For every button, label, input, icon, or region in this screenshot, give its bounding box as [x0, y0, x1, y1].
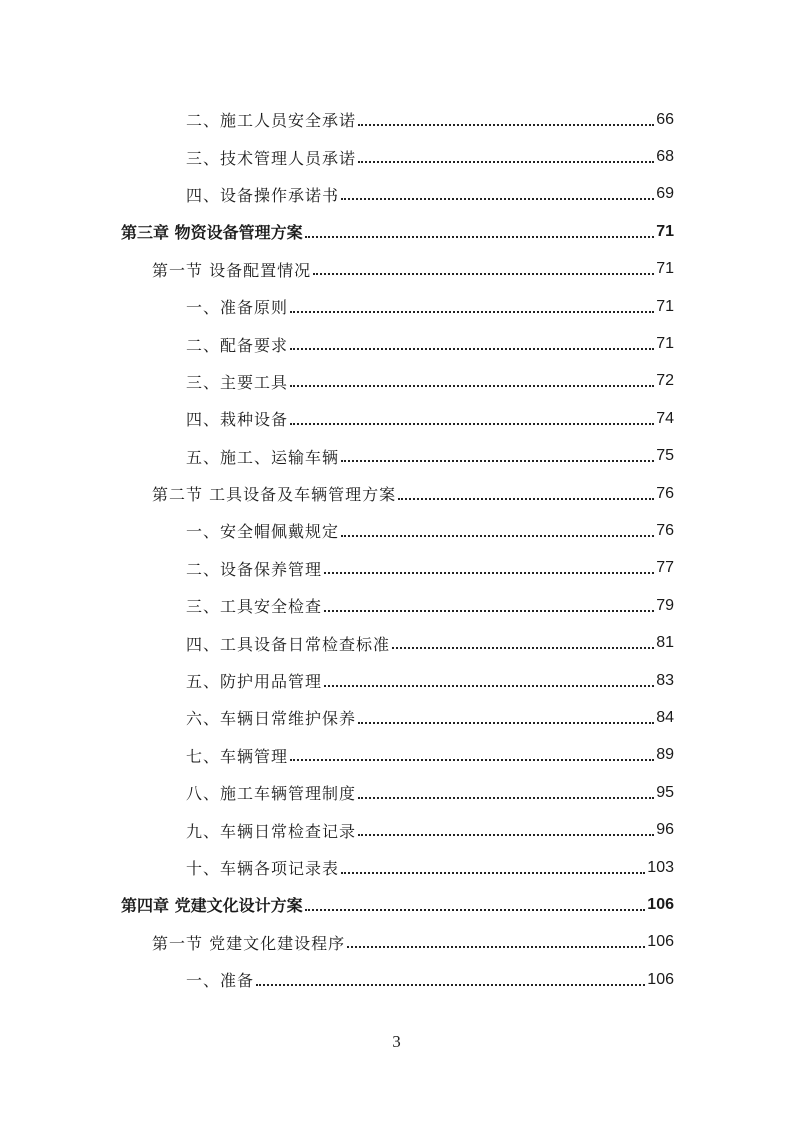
toc-entry-page: 76: [656, 521, 674, 539]
dot-leader: [358, 709, 654, 727]
toc-section-entry[interactable]: [0, 475, 793, 512]
dot-leader: [305, 223, 655, 241]
dot-leader: [347, 933, 645, 951]
toc-entry[interactable]: [0, 811, 793, 848]
toc-entry-page: 71: [656, 297, 674, 315]
page-number: 3: [392, 1032, 401, 1051]
dot-leader: [290, 746, 654, 764]
dot-leader: [398, 485, 654, 503]
toc-entry[interactable]: [0, 101, 793, 138]
toc-section-entry[interactable]: [0, 924, 793, 961]
dot-leader: [358, 148, 654, 166]
toc-entry-page: 84: [656, 708, 674, 726]
toc-entry-page: 95: [656, 783, 674, 801]
toc-entry-page: 74: [656, 409, 674, 427]
dot-leader: [341, 859, 645, 877]
dot-leader: [290, 335, 654, 353]
toc-entry-page: 106: [647, 933, 674, 951]
dot-leader: [256, 971, 645, 989]
toc-entry-page: 71: [656, 222, 674, 240]
toc-entry[interactable]: [0, 550, 793, 587]
dot-leader: [313, 260, 654, 278]
dot-leader: [358, 821, 654, 839]
dot-leader: [290, 298, 654, 316]
toc-entry-title: 第三章 物资设备管理方案: [121, 223, 303, 243]
toc-entry-page: 79: [656, 596, 674, 614]
toc-entry-page: 83: [656, 671, 674, 689]
dot-leader: [392, 634, 654, 652]
toc-entry-title: 十、车辆各项记录表: [186, 859, 340, 878]
dot-leader: [290, 372, 654, 390]
toc-entry-title: 二、施工人员安全承诺: [186, 111, 357, 131]
toc-entry[interactable]: [0, 961, 793, 998]
dot-leader: [341, 185, 654, 203]
toc-entry[interactable]: [0, 737, 793, 774]
toc-entry-page: 106: [647, 895, 674, 913]
toc-entry-title: 第四章 党建文化设计方案: [121, 896, 303, 916]
toc-entry-page: 103: [647, 858, 674, 876]
toc-entry-page: 71: [656, 260, 674, 278]
toc-entry-title: 三、工具安全检查: [186, 597, 323, 617]
toc-chapter-entry[interactable]: [0, 886, 793, 923]
toc-entry[interactable]: [0, 662, 793, 699]
toc-entry-page: 72: [656, 372, 674, 390]
toc-entry-page: 89: [656, 746, 674, 764]
dot-leader: [324, 597, 654, 615]
dot-leader: [290, 410, 654, 428]
dot-leader: [358, 111, 654, 129]
toc-entry[interactable]: [0, 512, 793, 549]
toc-entry-page: 66: [656, 110, 674, 128]
toc-entry[interactable]: [0, 288, 793, 325]
toc-entry-title: 二、设备保养管理: [186, 559, 323, 579]
toc-entry-title: 九、车辆日常检查记录: [186, 821, 357, 841]
toc-entry[interactable]: [0, 438, 793, 475]
toc-entry[interactable]: [0, 587, 793, 624]
toc-entry-title: 四、栽种设备: [186, 410, 289, 430]
toc-entry-title: 七、车辆管理: [186, 746, 289, 766]
toc-entry[interactable]: [0, 176, 793, 213]
table-of-contents: [0, 101, 793, 998]
toc-entry-title: 一、准备原则: [186, 298, 289, 318]
toc-entry-page: 106: [647, 970, 674, 988]
toc-entry-title: 二、配备要求: [186, 335, 289, 355]
toc-entry-title: 第一节 党建文化建设程序: [152, 933, 346, 953]
toc-entry-title: 第二节 工具设备及车辆管理方案: [152, 485, 397, 505]
toc-entry[interactable]: [0, 774, 793, 811]
dot-leader: [341, 522, 654, 540]
toc-entry-title: 五、防护用品管理: [186, 672, 323, 692]
toc-entry-page: 77: [656, 559, 674, 577]
toc-entry-page: 69: [656, 185, 674, 203]
dot-leader: [358, 784, 654, 802]
toc-entry-title: 三、主要工具: [186, 372, 289, 392]
toc-entry-title: 五、施工、运输车辆: [186, 447, 340, 467]
dot-leader: [324, 672, 654, 690]
toc-entry-title: 八、施工车辆管理制度: [186, 784, 357, 804]
toc-entry-title: 六、车辆日常维护保养: [186, 709, 357, 729]
toc-chapter-entry[interactable]: [0, 213, 793, 250]
toc-entry-title: 一、准备: [186, 971, 255, 991]
toc-entry-page: 81: [656, 634, 674, 652]
toc-entry-page: 76: [656, 484, 674, 502]
toc-entry-page: 96: [656, 821, 674, 839]
dot-leader: [324, 559, 654, 577]
toc-entry[interactable]: [0, 363, 793, 400]
toc-entry[interactable]: [0, 849, 793, 886]
dot-leader: [305, 896, 646, 914]
toc-entry[interactable]: [0, 400, 793, 437]
toc-entry[interactable]: [0, 624, 793, 661]
toc-entry[interactable]: [0, 325, 793, 362]
toc-entry[interactable]: [0, 138, 793, 175]
toc-entry-page: 68: [656, 148, 674, 166]
toc-entry-title: 三、技术管理人员承诺: [186, 148, 357, 168]
toc-entry-page: 75: [656, 447, 674, 465]
toc-entry[interactable]: [0, 699, 793, 736]
toc-entry-title: 第一节 设备配置情况: [152, 260, 312, 280]
toc-entry-title: 四、设备操作承诺书: [186, 185, 340, 205]
toc-entry-title: 一、安全帽佩戴规定: [186, 522, 340, 542]
dot-leader: [341, 447, 654, 465]
toc-section-entry[interactable]: [0, 251, 793, 288]
toc-entry-title: 四、工具设备日常检查标准: [186, 634, 391, 654]
toc-entry-page: 71: [656, 335, 674, 353]
